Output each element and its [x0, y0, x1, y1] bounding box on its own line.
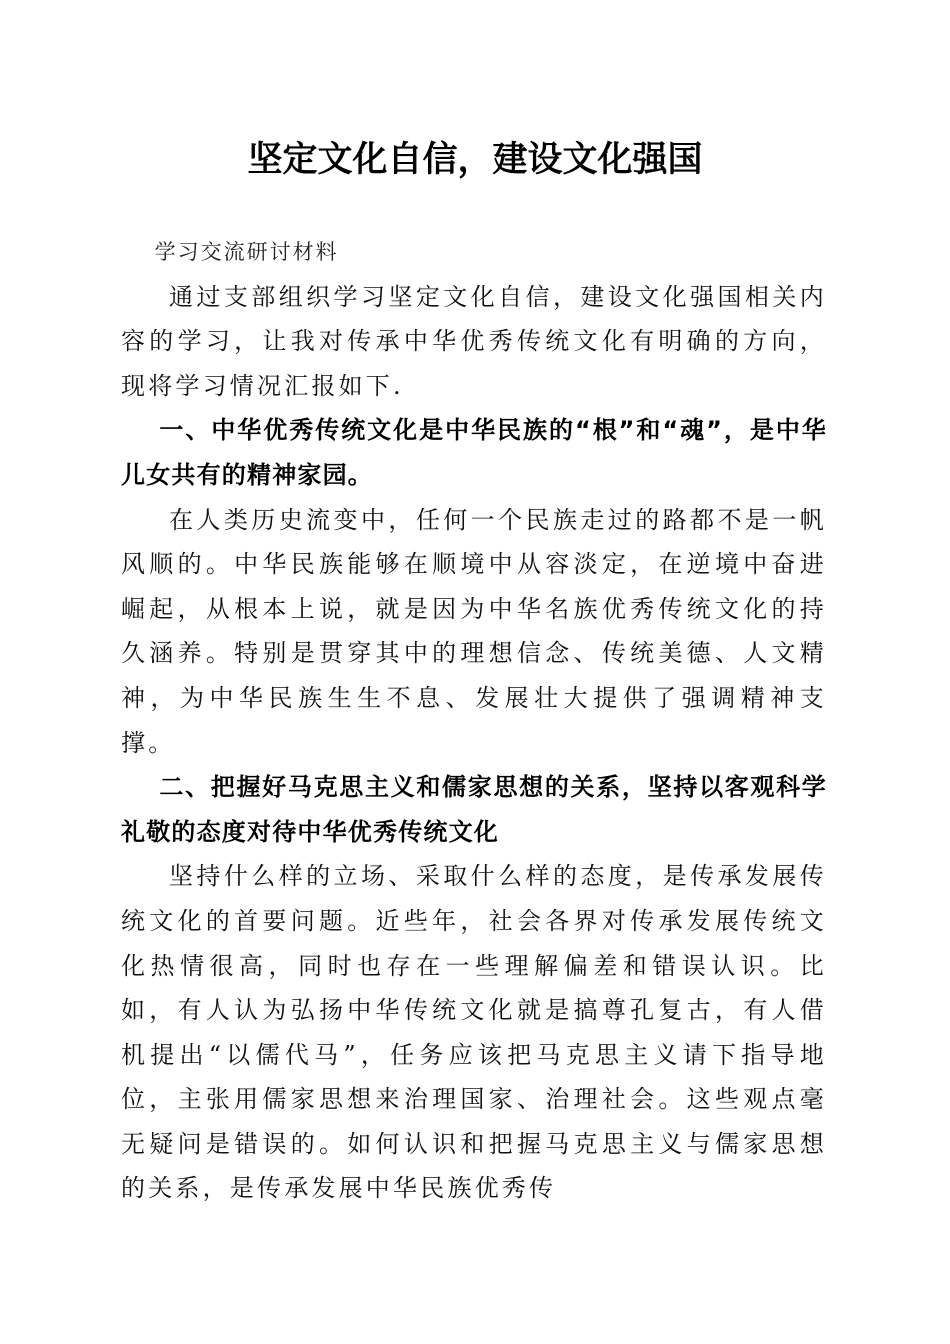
document-body	[121, 230, 827, 1211]
document-title: 坚定文化自信，建设文化强国	[247, 139, 703, 180]
section-2-body: 坚持什么样的立场、采取什么样的态度，是传承发展传统文化的首要问题。近些年，社会各界对传承发展传统文化热情很高，同时也存在一些理解偏差和错误认识。比如，有人认为弘扬中华传统文化就是搞尊孔复古，有人借机提出“以儒代马”，任务应该把马克思主义请下指导地位，主张用儒家思想来治理国家、治理社会。这些观点毫无疑问是错误的。如何认识和把握马克思主义与儒家思想的关系，是传承发展中华民族优秀传	[121, 862, 827, 1203]
section-1-heading: 一、中华优秀传统文化是中华民族的“根”和“魂”，是中华儿女共有的精神家园。	[121, 416, 827, 489]
section-1-body: 在人类历史流变中，任何一个民族走过的路都不是一帆风顺的。中华民族能够在顺境中从容淡定，在逆境中奋进崛起，从根本上说，就是因为中华名族优秀传统文化的持久涵养。特别是贯穿其中的理想信念、传统美德、人文精神，为中华民族生生不息、发展壮大提供了强调精神支撑。	[121, 505, 827, 757]
intro-paragraph: 通过支部组织学习坚定文化自信，建设文化强国相关内容的学习，让我对传承中华优秀传统文化有明确的方向，现将学习情况汇报如下.	[121, 282, 827, 400]
section-2-heading: 二、把握好马克思主义和儒家思想的关系，坚持以客观科学礼敬的态度对待中华优秀传统文化	[121, 773, 827, 846]
document-subtitle: 学习交流研讨材料	[154, 240, 339, 264]
